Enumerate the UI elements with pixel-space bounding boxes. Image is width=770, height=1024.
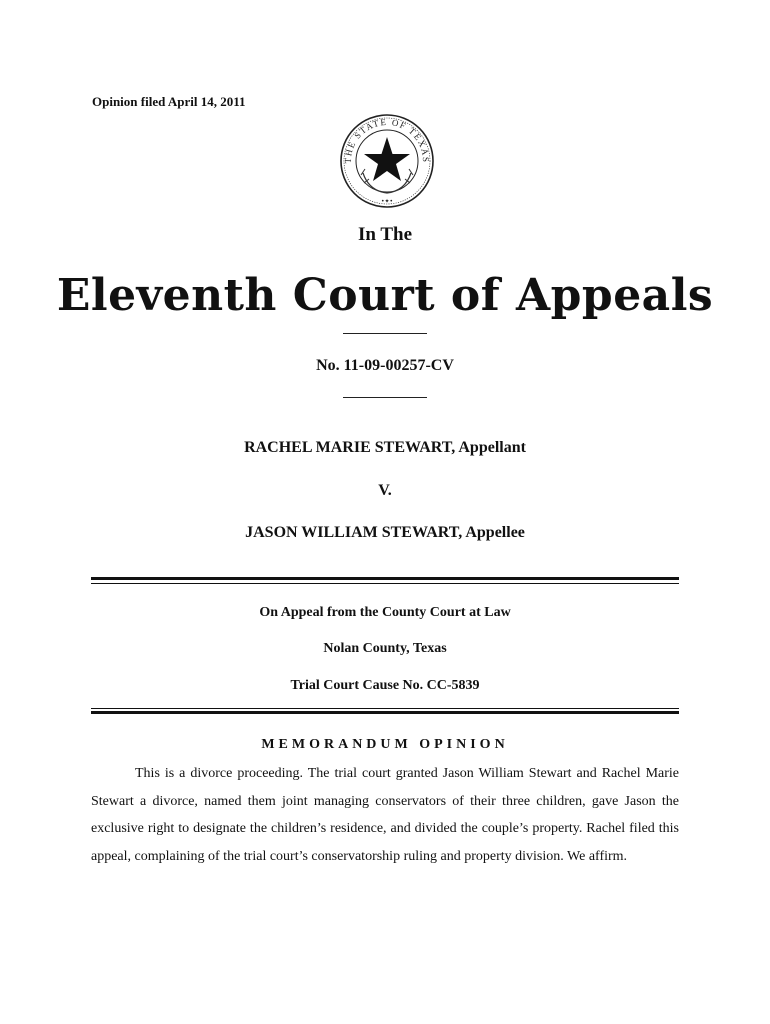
divider-thin xyxy=(91,583,679,584)
opinion-heading: MEMORANDUM OPINION xyxy=(261,737,509,752)
trial-cause-number: Trial Court Cause No. CC-5839 xyxy=(290,678,480,693)
versus-label: V. xyxy=(378,482,392,499)
docket-number: No. 11-09-00257-CV xyxy=(316,357,454,374)
texas-state-seal-icon xyxy=(339,113,435,209)
court-prefix: In The xyxy=(357,224,413,245)
appeal-source: On Appeal from the County Court at Law xyxy=(259,605,511,620)
opinion-filed-date: Opinion filed April 14, 2011 xyxy=(92,94,246,109)
divider-thick xyxy=(91,711,679,714)
appellee-name: JASON WILLIAM STEWART, Appellee xyxy=(245,524,525,541)
svg-text:•✦•: •✦• xyxy=(380,198,394,205)
appeal-county: Nolan County, Texas xyxy=(323,641,447,656)
seal-text: THE STATE OF TEXAS xyxy=(342,116,432,164)
divider-short xyxy=(343,333,427,334)
court-name: Eleventh Court of Appeals xyxy=(56,270,714,321)
divider-thick xyxy=(91,577,679,580)
divider-short xyxy=(343,397,427,398)
divider-thin xyxy=(91,708,679,709)
opinion-paragraph: This is a divorce proceeding. The trial court granted Jason William Stewart and Rachel Marie Stewart a divorce, named them joint managing conservators of their three children, gave Jason the exclusive right to designate the children’s residence, and divided the couple’s property. Rachel filed this appeal, complaining of the trial court’s conservatorship ruling and property division. We affirm. xyxy=(91,766,679,864)
appellant-name: RACHEL MARIE STEWART, Appellant xyxy=(244,439,526,456)
